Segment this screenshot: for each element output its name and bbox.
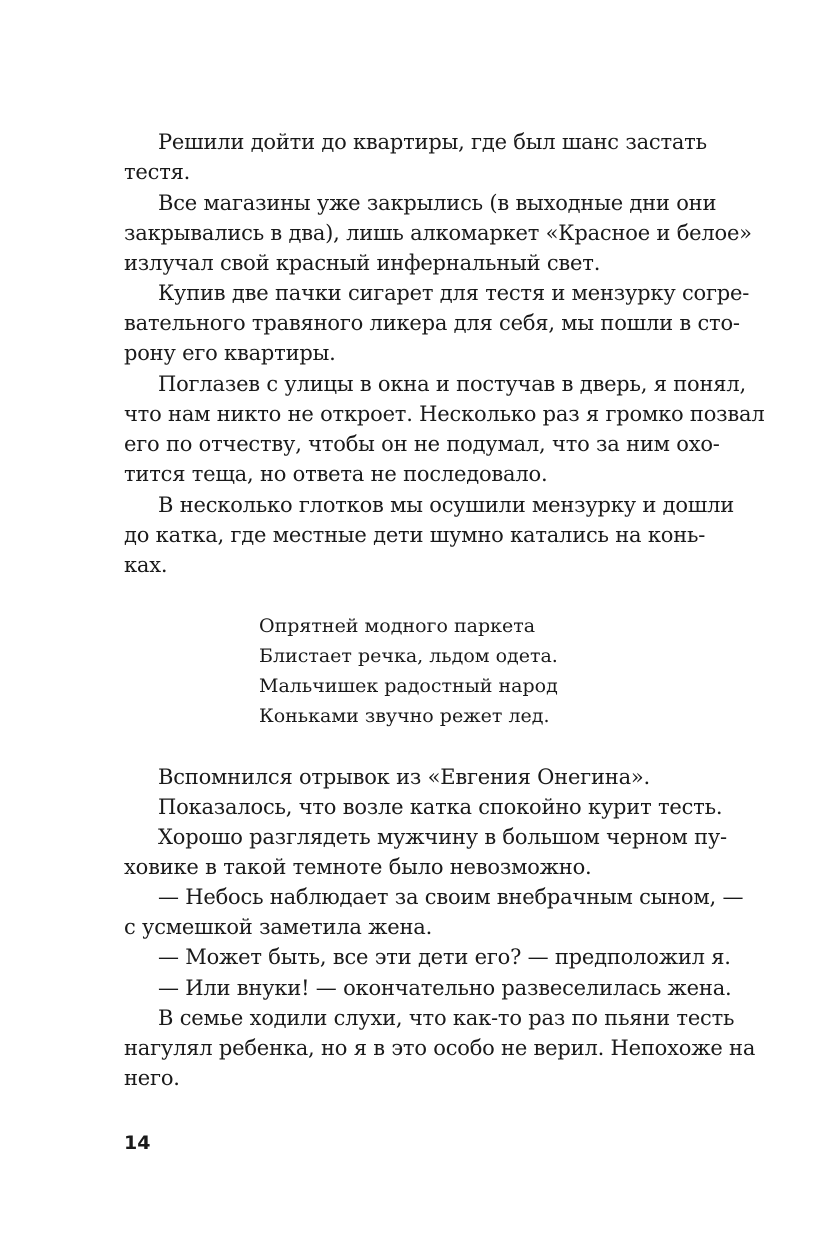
paragraph-4-line-4: тится теща, но ответа не последовало. bbox=[124, 462, 548, 486]
paragraph-4-line-3: его по отчеству, чтобы он не подумал, что за ним охо- bbox=[124, 432, 720, 456]
paragraph-8-line-1: Хорошо разглядеть мужчину в большом черном пу- bbox=[158, 825, 727, 849]
paragraph-3-line-3: рону его квартиры. bbox=[124, 341, 336, 365]
paragraph-4-line-2: что нам никто не откроет. Несколько раз я громко позвал bbox=[124, 402, 765, 426]
paragraph-9-line-1: — Небось наблюдает за своим внебрачным сыном, — bbox=[158, 885, 744, 909]
paragraph-6-line-1: Вспомнился отрывок из «Евгения Онегина». bbox=[158, 765, 651, 789]
verse-line-2: Блистает речка, льдом одета. bbox=[259, 645, 558, 667]
paragraph-11-line-1: — Или внуки! — окончательно развеселилась жена. bbox=[158, 976, 732, 1000]
paragraph-1-line-2: тестя. bbox=[124, 160, 191, 184]
verse-line-3: Мальчишек радостный народ bbox=[259, 675, 558, 697]
paragraph-5-line-1: В несколько глотков мы осушили мензурку и дошли bbox=[158, 493, 735, 517]
paragraph-10-line-1: — Может быть, все эти дети его? — предположил я. bbox=[158, 945, 731, 969]
paragraph-2-line-1: Все магазины уже закрылись (в выходные дни они bbox=[158, 191, 717, 215]
paragraph-1-line-1: Решили дойти до квартиры, где был шанс застать bbox=[158, 130, 707, 154]
page-number: 14 bbox=[124, 1132, 151, 1154]
verse-line-1: Опрятней модного паркета bbox=[259, 615, 536, 637]
paragraph-12-line-2: нагулял ребенка, но я в это особо не верил. Непохоже на bbox=[124, 1036, 756, 1060]
paragraph-4-line-1: Поглазев с улицы в окна и постучав в дверь, я понял, bbox=[158, 372, 746, 396]
paragraph-12-line-3: него. bbox=[124, 1066, 180, 1090]
paragraph-7-line-1: Показалось, что возле катка спокойно курит тесть. bbox=[158, 795, 723, 819]
paragraph-3-line-1: Купив две пачки сигарет для тестя и мензурку согре- bbox=[158, 281, 750, 305]
paragraph-2-line-3: излучал свой красный инфернальный свет. bbox=[124, 251, 601, 275]
verse-line-4: Коньками звучно режет лед. bbox=[259, 705, 550, 727]
paragraph-3-line-2: вательного травяного ликера для себя, мы пошли в сто- bbox=[124, 311, 740, 335]
paragraph-5-line-3: ках. bbox=[124, 553, 168, 577]
paragraph-9-line-2: с усмешкой заметила жена. bbox=[124, 915, 433, 939]
paragraph-12-line-1: В семье ходили слухи, что как-то раз по пьяни тесть bbox=[158, 1006, 735, 1030]
paragraph-5-line-2: до катка, где местные дети шумно катались на конь- bbox=[124, 523, 706, 547]
paragraph-8-line-2: ховике в такой темноте было невозможно. bbox=[124, 855, 592, 879]
paragraph-2-line-2: закрывались в два), лишь алкомаркет «Красное и белое» bbox=[124, 221, 752, 245]
